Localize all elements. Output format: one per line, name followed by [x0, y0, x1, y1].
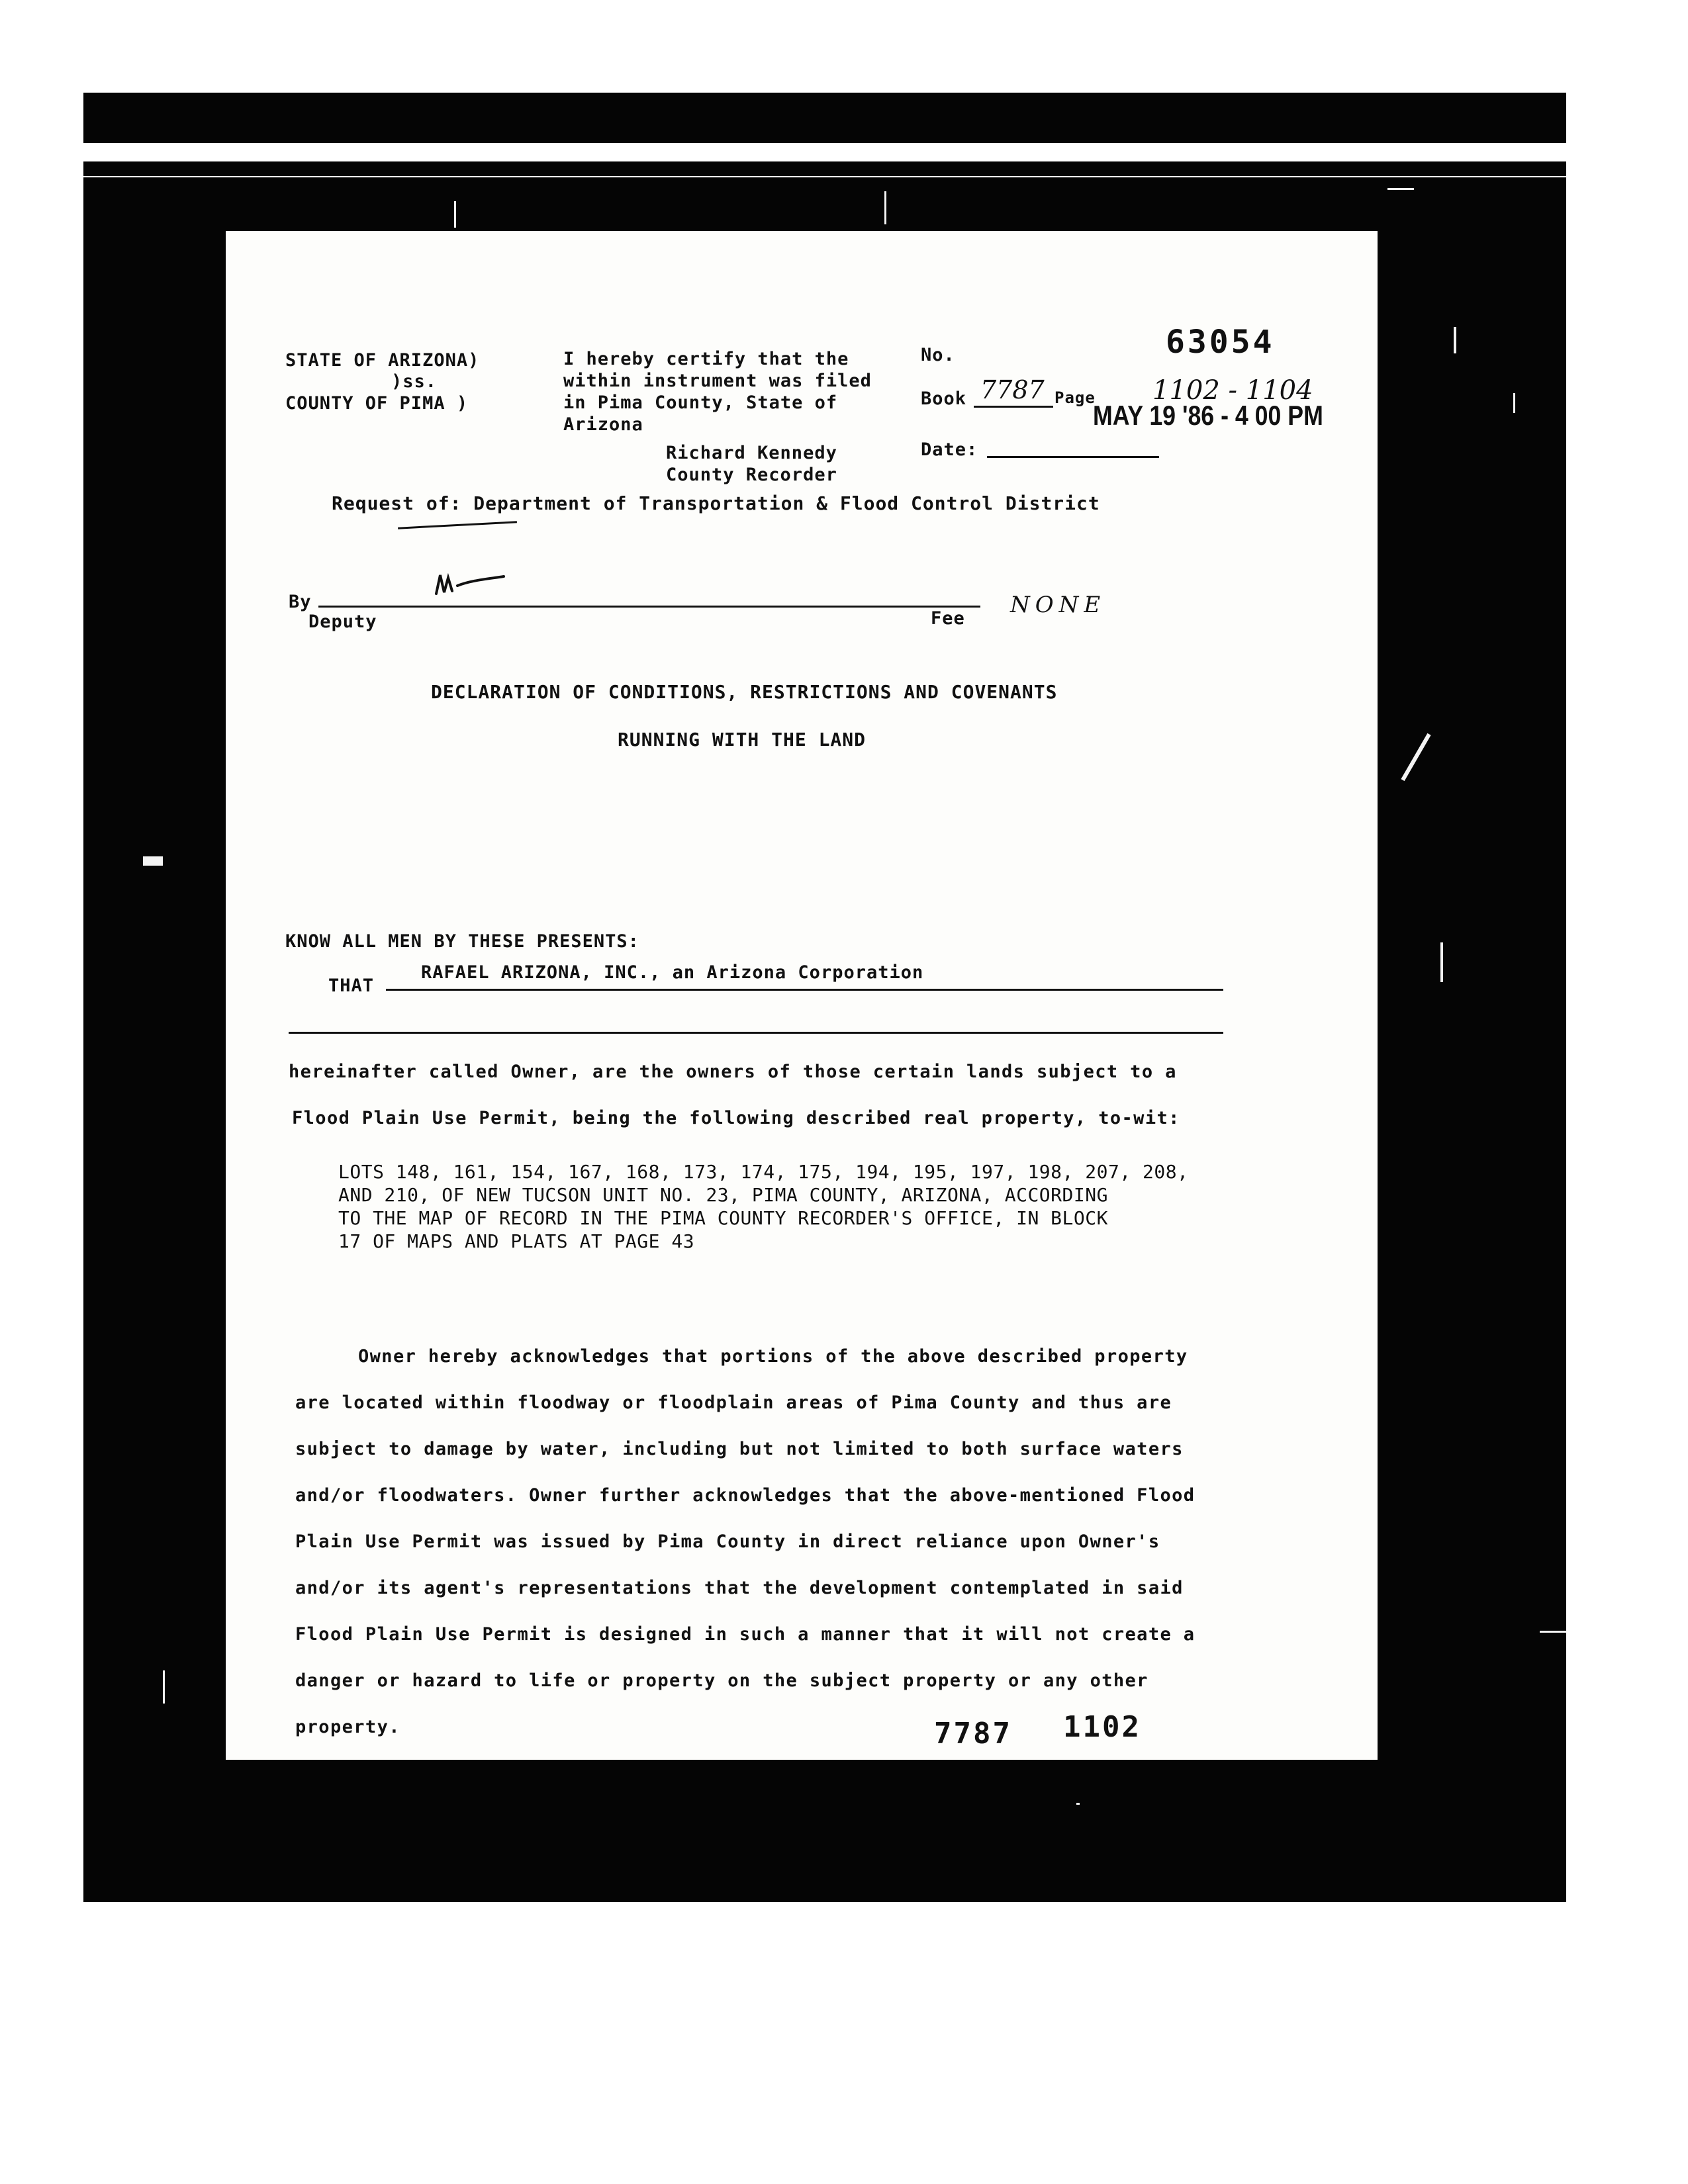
scan-speck [163, 1670, 165, 1704]
recorder-name: Richard Kennedy [666, 443, 837, 463]
by-signature-line [318, 606, 980, 608]
scan-speck [1076, 1803, 1080, 1805]
scan-speck [1440, 942, 1443, 982]
acknowledgment-line-9: property. [295, 1717, 400, 1737]
know-all-men: KNOW ALL MEN BY THESE PRESENTS: [285, 931, 639, 952]
footer-page-number: 1102 [1063, 1710, 1141, 1744]
book-label: Book [921, 388, 967, 409]
request-underline-mark [398, 521, 517, 529]
recorder-title: County Recorder [666, 465, 837, 485]
scan-speck [1454, 327, 1456, 353]
scan-speck [1387, 188, 1414, 190]
recording-stamp: MAY 19 '86 - 4 00 PM [1093, 400, 1323, 431]
document-number: 63054 [1166, 324, 1275, 361]
scan-speck [454, 201, 456, 228]
scan-speck [884, 191, 886, 224]
acknowledgment-line-5: Plain Use Permit was issued by Pima County in direct reliance upon Owner's [295, 1531, 1160, 1552]
that-label: THAT [328, 976, 375, 996]
scan-speck [143, 856, 163, 866]
county-of-pima: COUNTY OF PIMA ) [285, 393, 469, 414]
scan-speck [1540, 1631, 1566, 1633]
book-underline [974, 406, 1053, 408]
legal-description-line-3: TO THE MAP OF RECORD IN THE PIMA COUNTY RECORDER'S OFFICE, IN BLOCK [338, 1207, 1108, 1229]
document-page [226, 231, 1378, 1760]
acknowledgment-line-4: and/or floodwaters. Owner further acknowledges that the above-mentioned Flood [295, 1485, 1196, 1506]
fee-label: Fee [931, 608, 965, 629]
ss-marker: )ss. [391, 371, 438, 392]
top-scan-border [83, 93, 1566, 143]
declaration-title: DECLARATION OF CONDITIONS, RESTRICTIONS AND COVENANTS [431, 681, 1058, 703]
fee-value-handwritten: NONE [1010, 592, 1106, 618]
certify-line-1: I hereby certify that the [563, 349, 849, 369]
deputy-signature [431, 569, 510, 602]
owner-name: RAFAEL ARIZONA, INC., an Arizona Corporation [421, 962, 924, 983]
owner-paragraph-line-2: Flood Plain Use Permit, being the following described real property, to-wit: [292, 1108, 1180, 1128]
acknowledgment-line-3: subject to damage by water, including but not limited to both surface waters [295, 1439, 1184, 1459]
deputy-label: Deputy [308, 612, 377, 632]
footer-book-number: 7787 [934, 1717, 1012, 1751]
owner-line-2 [289, 1032, 1223, 1034]
declaration-subtitle: RUNNING WITH THE LAND [618, 729, 867, 751]
owner-paragraph-line-1: hereinafter called Owner, are the owners of those certain lands subject to a [289, 1062, 1177, 1082]
request-of-line: Request of: Department of Transportation & Flood Control District [332, 492, 1100, 514]
scan-speck [1513, 393, 1515, 413]
page-range-handwritten: 1102 - 1104 [1152, 375, 1313, 406]
legal-description-line-2: AND 210, OF NEW TUCSON UNIT NO. 23, PIMA COUNTY, ARIZONA, ACCORDING [338, 1184, 1108, 1206]
certify-line-2: within instrument was filed [563, 371, 872, 391]
photocopy-frame [83, 161, 1566, 1902]
acknowledgment-line-7: Flood Plain Use Permit is designed in such a manner that it will not create a [295, 1624, 1196, 1645]
book-number-handwritten: 7787 [980, 375, 1045, 404]
scan-streak [83, 176, 1566, 177]
acknowledgment-line-8: danger or hazard to life or property on the subject property or any other [295, 1670, 1149, 1691]
date-line [987, 456, 1159, 458]
acknowledgment-line-6: and/or its agent's representations that the development contemplated in said [295, 1578, 1184, 1598]
owner-line-1 [386, 989, 1223, 991]
acknowledgment-line-2: are located within floodway or floodplain areas of Pima County and thus are [295, 1392, 1172, 1413]
certify-line-3: in Pima County, State of [563, 392, 838, 413]
no-label: No. [921, 345, 955, 365]
date-label: Date: [921, 439, 978, 460]
acknowledgment-line-1: Owner hereby acknowledges that portions of the above described property [358, 1346, 1188, 1367]
by-label: By [289, 592, 312, 612]
legal-description-line-4: 17 OF MAPS AND PLATS AT PAGE 43 [338, 1230, 695, 1252]
scan-speck [1401, 733, 1430, 781]
certify-line-4: Arizona [563, 414, 643, 435]
page-label: Page [1055, 388, 1096, 407]
state-of-arizona: STATE OF ARIZONA) [285, 350, 480, 371]
legal-description-line-1: LOTS 148, 161, 154, 167, 168, 173, 174, 175, 194, 195, 197, 198, 207, 208, [338, 1161, 1189, 1183]
